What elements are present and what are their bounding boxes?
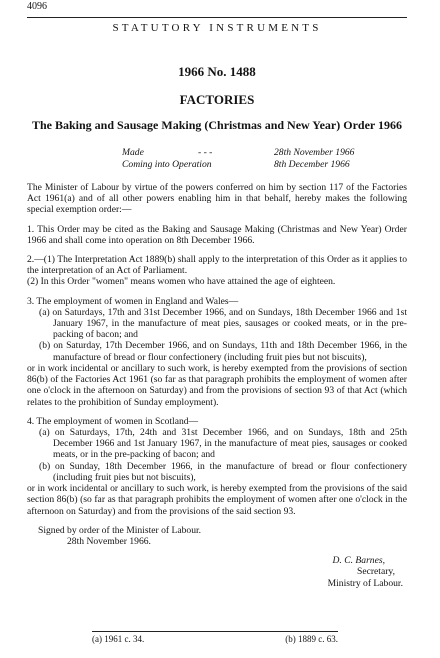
paragraph-2-1: 2.—(1) The Interpretation Act 1889(b) shall apply to the interpretation of this Order as it applies to the interpretation of an Act of Parliament.	[27, 253, 407, 277]
footnote-a: (a) 1961 c. 34.	[92, 634, 145, 644]
paragraph-3-intro: 3. The employment of women in England and Wales—	[27, 295, 239, 307]
paragraph-4-a: (a) on Saturdays, 17th, 24th and 31st December 1966, and on Sundays, 18th and 25th December 1966 and 1st January 1967, in the manufacture of meat pies, sausages or cooked meats, or in the pre-packing of bacon; and	[39, 427, 407, 461]
signed-date: 28th November 1966.	[67, 535, 151, 547]
signature-block	[27, 555, 407, 589]
dates-block	[122, 147, 407, 171]
date-label: Coming into Operation	[122, 158, 212, 170]
footnote-b: (b) 1889 c. 63.	[285, 634, 338, 644]
subject-heading: FACTORIES	[179, 92, 255, 108]
instrument-number: 1966 No. 1488	[178, 64, 256, 79]
page-number: 4096	[27, 1, 47, 12]
footnotes	[92, 631, 338, 645]
date-row-operation	[122, 159, 407, 171]
date-dashes: - - -	[198, 146, 213, 158]
paragraph-4	[27, 416, 407, 517]
signatory-role: Secretary,	[357, 566, 395, 578]
document-body	[27, 64, 407, 589]
date-value: 8th December 1966	[274, 158, 350, 170]
paragraph-4-intro: 4. The employment of women in Scotland—	[27, 415, 199, 427]
signed-block	[27, 525, 407, 547]
date-row-made	[122, 147, 407, 159]
paragraph-2-2: (2) In this Order "women" means women who have attained the age of eighteen.	[27, 276, 336, 288]
order-title: The Baking and Sausage Making (Christmas and New Year) Order 1966	[31, 118, 403, 133]
paragraph-1: 1. This Order may be cited as the Baking and Sausage Making (Christmas and New Year) Order 1966 and shall come into operation on 8th December 1966.	[27, 223, 407, 246]
paragraph-4-b: (b) on Sunday, 18th December 1966, in the manufacture of bread or flour confectionery (including fruit pies but not biscuits),	[39, 460, 407, 483]
paragraph-3-a: (a) on Saturdays, 17th and 31st December 1966, and on Sundays, 18th December 1966 and 1st January 1967, in the manufacture of meat pies, sausages or cooked meats, or in the pre-packing of bacon; and	[39, 306, 407, 341]
running-header: STATUTORY INSTRUMENTS	[27, 17, 407, 35]
date-label: Made	[122, 146, 144, 158]
preamble: The Minister of Labour by virtue of the powers conferred on him by section 117 of the Factories Act 1961(a) and of all other powers enabling him in that behalf, hereby makes the following special exemption order:—	[27, 181, 407, 216]
paragraph-3	[27, 296, 407, 408]
date-value: 28th November 1966	[274, 146, 355, 158]
paragraph-3-tail: or in work incidental or ancillary to such work, is hereby exempted from the provisions of section 86(b) of the Factories Act 1961 (so far as that paragraph prohibits the employment of women after one o'clock in the afternoon on Saturday) and from the provisions of section 93 of that Act (which relates to the prohibition of Sunday employment).	[27, 362, 407, 408]
paragraph-3-b: (b) on Saturday, 17th December 1966, and on Sundays, 11th and 18th December 1966, in the manufacture of bread or flour confectionery (including fruit pies but not biscuits),	[39, 340, 407, 363]
signatory-name: D. C. Barnes,	[332, 555, 385, 567]
signed-line: Signed by order of the Minister of Labour.	[38, 524, 202, 536]
signatory-department: Ministry of Labour.	[327, 577, 403, 589]
paragraph-4-tail: or in work incidental or ancillary to such work, is hereby exempted from the provisions of the said section 86(b) (so far as that paragraph prohibits the employment of women after one o'clock in the afternoon on Saturday) and from the provisions of the said section 93.	[27, 483, 407, 517]
